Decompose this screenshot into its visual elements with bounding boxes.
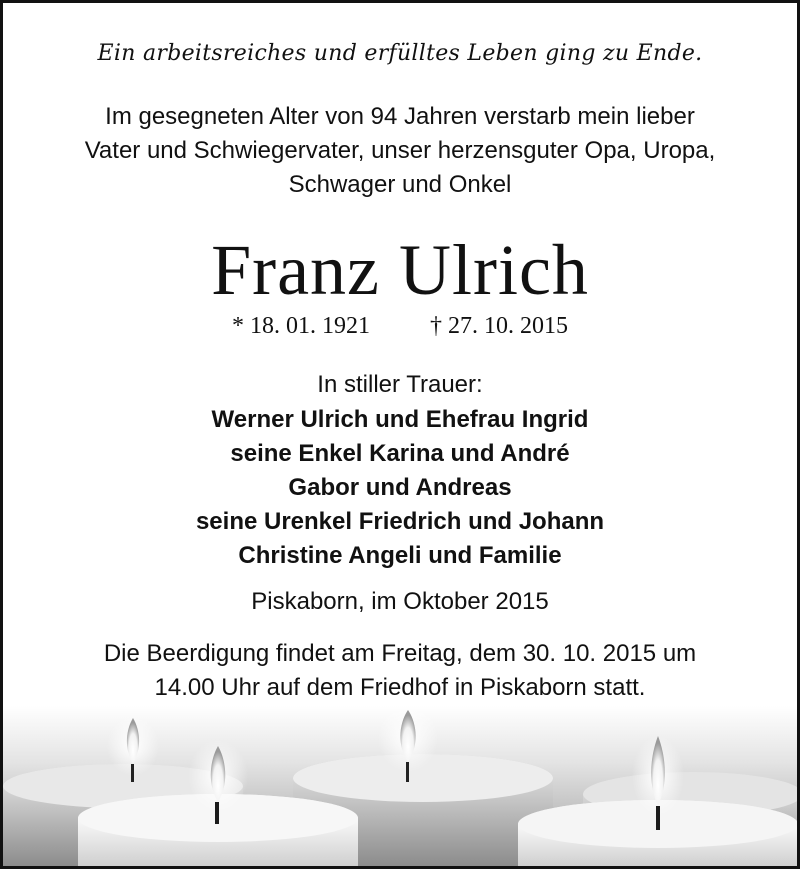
mourner-line: Werner Ulrich und Ehefrau Ingrid (211, 406, 589, 433)
life-dates (3, 313, 797, 340)
place-date: Piskaborn, im Oktober 2015 (251, 588, 549, 615)
funeral-info (33, 637, 767, 705)
deceased-name: Franz Ulrich (211, 230, 589, 310)
mourner-line: Gabor und Andreas (288, 474, 512, 501)
intro-text (43, 100, 757, 202)
intro-line: Im gesegneten Alter von 94 Jahren verstarb mein lieber (105, 103, 695, 130)
intro-line: Schwager und Onkel (288, 171, 512, 198)
candles-image (3, 706, 797, 866)
mourners-list (3, 403, 797, 573)
mourning-label: In stiller Trauer: (317, 371, 483, 398)
mourner-line: Christine Angeli und Familie (238, 542, 562, 569)
mourner-line: seine Urenkel Friedrich und Johann (195, 508, 605, 535)
funeral-line: Die Beerdigung findet am Freitag, dem 30. 10. 2015 um (103, 640, 697, 667)
mourner-line: seine Enkel Karina und André (230, 440, 570, 467)
intro-line: Vater und Schwiegervater, unser herzensguter Opa, Uropa, (84, 137, 716, 164)
motto-line: Ein arbeitsreiches und erfülltes Leben ging zu Ende. (97, 41, 703, 66)
birth-date: * 18. 01. 1921 (232, 313, 370, 339)
death-date: † 27. 10. 2015 (430, 313, 568, 339)
funeral-line: 14.00 Uhr auf dem Friedhof in Piskaborn statt. (154, 674, 646, 701)
